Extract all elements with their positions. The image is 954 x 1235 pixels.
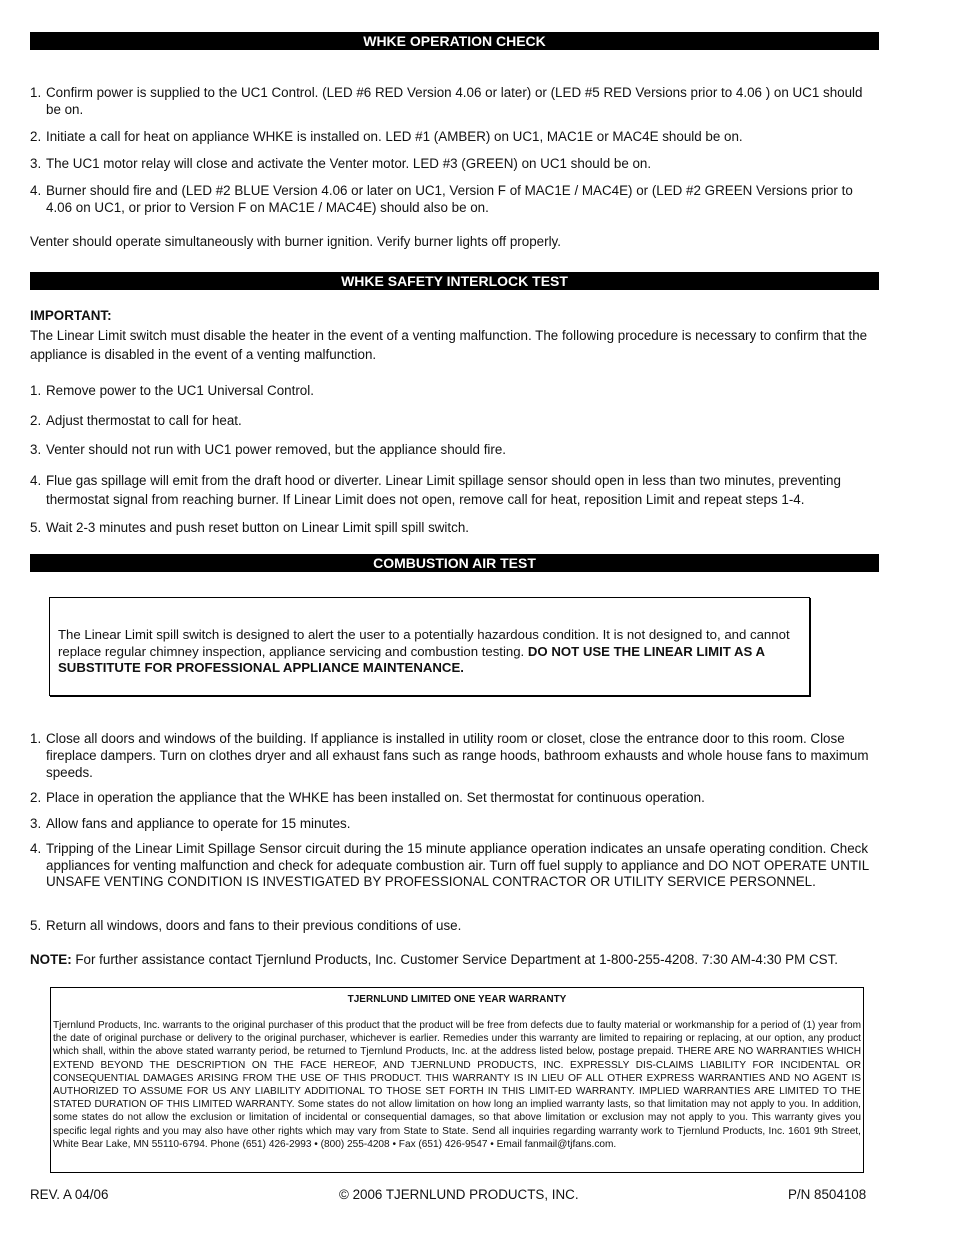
important-text: The Linear Limit switch must disable the heater in the event of a venting malfunction. The following procedure is necessary to confirm that the appliance is disabled in the event of a venting malfunction. [30, 328, 868, 362]
footer-revision: REV. A 04/06 [30, 1187, 109, 1202]
step-number: 4. [30, 841, 42, 856]
step-number: 3. [30, 156, 42, 171]
section-header-safety-interlock: WHKE SAFETY INTERLOCK TEST [30, 272, 879, 290]
footer-part-number: P/N 8504108 [788, 1187, 867, 1202]
note-label: NOTE: [30, 952, 72, 967]
step-text: Flue gas spillage will emit from the draft hood or diverter. Linear Limit spillage sensor should open in less than two minutes, preventing thermostat signal from reaching burner. If Linear Limit does not open, remove call for heat, reposition Limit and repeat steps 1-4. [46, 473, 841, 507]
step-text: Wait 2-3 minutes and push reset button on Linear Limit spill spill switch. [46, 520, 469, 535]
step-number: 1. [30, 383, 42, 398]
step-text: Close all doors and windows of the building. If appliance is installed in utility room or closet, close the entrance door to this room. Close fireplace dampers. Turn on clothes dryer and all exhaust fans such as range hoods, bathroom exhausts and whole house fans to maximum speeds. [46, 731, 869, 780]
step-number: 2. [30, 413, 42, 428]
safety-notice-box [49, 597, 810, 696]
step-text: Confirm power is supplied to the UC1 Control. (LED #6 RED Version 4.06 or later) or (LED #5 RED Versions prior to 4.06 ) on UC1 should be on. [46, 85, 863, 117]
notice-bold-text: DO NOT USE THE LINEAR LIMIT AS A SUBSTITUTE FOR PROFESSIONAL APPLIANCE MAINTENANCE. [58, 643, 765, 675]
interlock-step-1 [30, 382, 880, 399]
step-number: 2. [30, 790, 42, 805]
warranty-title: TJERNLUND LIMITED ONE YEAR WARRANTY [347, 994, 567, 1005]
step-text: Venter should not run with UC1 power removed, but the appliance should fire. [46, 442, 507, 457]
note-text: For further assistance contact Tjernlund Products, Inc. Customer Service Department at 1-800-255-4208. 7:30 AM-4:30 PM CST. [71, 952, 839, 967]
combustion-step-1 [30, 730, 880, 781]
interlock-step-4 [30, 471, 880, 509]
warranty-body: Tjernlund Products, Inc. warrants to the original purchaser of this product that the product will be free from defects due to faulty material or workmanship for a period of (1) year from the date of original purchase or delivery to the original purchaser, whichever is earlier. Remedies under this warranty are limited to repairing or replacing, at our option, any product which shall, within the above stated warranty period, be returned to Tjernlund Products, Inc. at the address listed below, postage prepaid. THERE ARE NO WARRANTIES WHICH EXTEND BEYOND THE DESCRIPTION ON THE FACE HEREOF, AND TJERNLUND PRODUCTS, INC. EXPRESSLY DIS-CLAIMS LIABILITY FOR INCIDENTAL OR CONSEQUENTIAL DAMAGES ARISING FROM THE USE OF THIS PRODUCT. THIS WARRANTY IS IN LIEU OF ALL OTHER EXPRESS WARRANTIES AND NO AGENT IS AUTHORIZED TO ASSUME FOR US ANY LIABILITY ADDITIONAL TO THOSE SET FORTH IN THIS LIMIT-ED WARRANTY. IMPLIED WARRANTIES ARE LIMITED TO THE STATED DURATION OF THIS LIMITED WARRANTY. Some states do not allow limitation on how long an implied warranty lasts, so that limitation may not apply to you. In addition, some states do not allow the exclusion or limitation of incidental or consequential damages, so that above limitation or exclusion may not apply to you. This warranty gives you specific legal rights and you may also have other rights which may vary from State to State. Send all inquiries regarding warranty work to Tjernlund Products, Inc. 1601 9th Street, White Bear Lake, MN 55110-6794. Phone (651) 426-2993 • (800) 255-4208 • Fax (651) 426-9547 • Email fanmail@tjfans.com. [53, 1020, 861, 1150]
footer-copyright: © 2006 TJERNLUND PRODUCTS, INC. [339, 1187, 579, 1202]
step-text: Adjust thermostat to call for heat. [46, 413, 242, 428]
combustion-step-3 [30, 815, 880, 832]
operation-step-2 [30, 128, 880, 145]
note-line [30, 951, 880, 968]
operation-step-1 [30, 84, 880, 118]
step-text: Remove power to the UC1 Universal Control. [46, 383, 314, 398]
operation-step-4 [30, 182, 880, 216]
step-text: The UC1 motor relay will close and activate the Venter motor. LED #3 (GREEN) on UC1 should be on. [46, 156, 652, 171]
step-number: 5. [30, 520, 42, 535]
step-number: 5. [30, 918, 42, 933]
step-number: 3. [30, 816, 42, 831]
step-text: Burner should fire and (LED #2 BLUE Version 4.06 or later on UC1, Version F of MAC1E / MAC4E) or (LED #2 GREEN Versions prior to 4.06 on UC1, or prior to Version F on MAC1E / MAC4E) should also be on. [46, 183, 853, 215]
interlock-step-2 [30, 412, 880, 429]
combustion-step-4 [30, 841, 880, 891]
operation-closing-text: Venter should operate simultaneously with burner ignition. Verify burner lights off properly. [30, 234, 561, 249]
interlock-step-3 [30, 441, 880, 458]
warranty-box [50, 987, 864, 1173]
combustion-step-2 [30, 789, 880, 806]
step-number: 4. [30, 473, 42, 488]
step-number: 2. [30, 129, 42, 144]
step-text: Tripping of the Linear Limit Spillage Sensor circuit during the 15 minute appliance operation indicates an unsafe operating condition. Check appliances for venting malfunction and check for adequate combustion air. Turn off fuel supply to appliance and DO NOT OPERATE UNTIL UNSAFE VENTING CONDITION IS INVESTIGATED BY PROFESSIONAL CONTRACTOR OR UTILITY SERVICE PERSONNEL. [46, 841, 869, 889]
step-number: 1. [30, 85, 42, 100]
step-text: Place in operation the appliance that the WHKE has been installed on. Set thermostat for continuous operation. [46, 790, 705, 805]
safety-notice-text [58, 627, 798, 677]
notice-regular-text: The Linear Limit spill switch is designed to alert the user to a potentially hazardous condition. It is not designed to, and cannot replace regular chimney inspection, appliance servicing and combustion testing. [58, 627, 790, 659]
section-header-operation-check: WHKE OPERATION CHECK [30, 32, 879, 50]
section-header-combustion-air: COMBUSTION AIR TEST [30, 554, 879, 572]
operation-step-3 [30, 155, 880, 172]
combustion-step-5 [30, 917, 880, 934]
step-number: 1. [30, 731, 42, 746]
step-number: 4. [30, 183, 42, 198]
step-text: Allow fans and appliance to operate for 15 minutes. [46, 816, 351, 831]
step-number: 3. [30, 442, 42, 457]
step-text: Return all windows, doors and fans to their previous conditions of use. [46, 918, 462, 933]
interlock-step-5 [30, 519, 880, 536]
step-text: Initiate a call for heat on appliance WHKE is installed on. LED #1 (AMBER) on UC1, MAC1E or MAC4E should be on. [46, 129, 743, 144]
important-label: IMPORTANT: [30, 308, 112, 323]
